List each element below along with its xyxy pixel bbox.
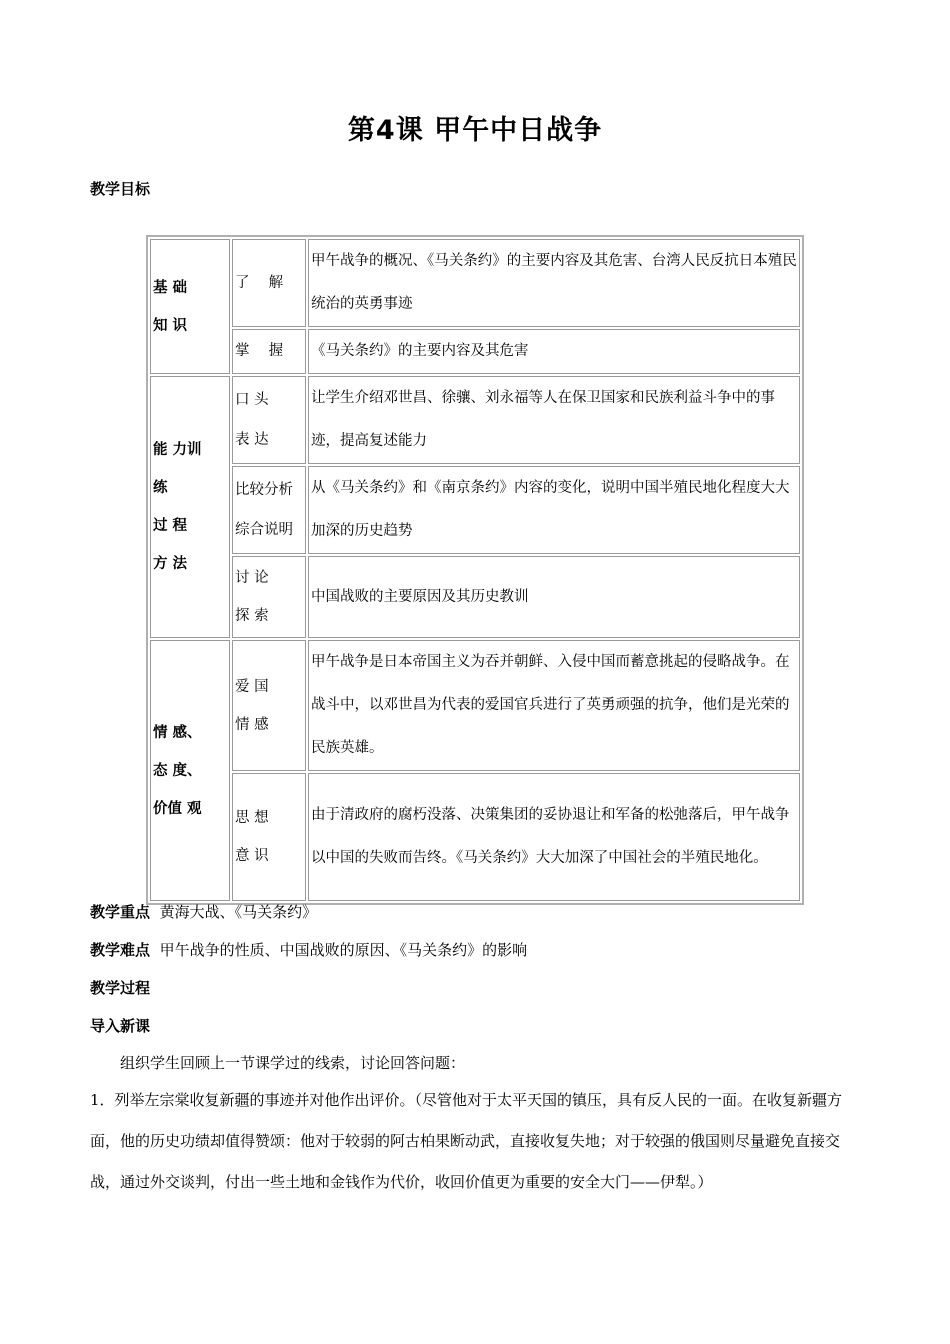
category-cell: 能 力训 练 过 程 方 法 [150, 376, 230, 638]
subcategory-cell: 思 想 意 识 [232, 773, 306, 901]
objectives-heading: 教学目标 [90, 180, 151, 198]
teaching-difficulty [90, 939, 527, 960]
description-cell: 甲午战争的概况、《马关条约》的主要内容及其危害、台湾人民反抗日本殖民统治的英勇事迹 [308, 239, 800, 327]
category-cell: 情 感、 态 度、 价值 观 [150, 640, 230, 901]
subcategory-cell: 掌 握 [232, 329, 306, 374]
description-cell: 《马关条约》的主要内容及其危害 [308, 329, 800, 374]
process-heading: 教学过程 [90, 979, 151, 997]
focus-label: 教学重点 [90, 903, 151, 921]
teaching-focus [90, 901, 317, 922]
intro-paragraph: 组织学生回顾上一节课学过的线索，讨论回答问题： [120, 1054, 466, 1072]
table-row [150, 239, 800, 327]
subcategory-cell: 讨 论 探 索 [232, 556, 306, 638]
subcategory-cell: 爱 国 情 感 [232, 640, 306, 771]
description-cell: 由于清政府的腐朽没落、决策集团的妥协退让和军备的松弛落后，甲午战争以中国的失败而告终。《马关条约》大大加深了中国社会的半殖民地化。 [308, 773, 800, 901]
objectives-table [146, 235, 804, 905]
table-row [150, 376, 800, 464]
description-cell: 从《马关条约》和《南京条约》内容的变化，说明中国半殖民地化程度大大加深的历史趋势 [308, 466, 800, 554]
subcategory-cell: 比较分析 综合说明 [232, 466, 306, 554]
intro-heading: 导入新课 [90, 1017, 151, 1035]
question-1-paragraph: 1．列举左宗棠收复新疆的事迹并对他作出评价。（尽管他对于太平天国的镇压，具有反人民的一面。在收复新疆方面，他的历史功绩却值得赞颂：他对于较弱的阿古柏果断动武，直接收复失地；对于较强的俄国则尽量避免直接交战，通过外交谈判，付出一些土地和金钱作为代价，收回价值更为重要的安全大门——伊犁。） [90, 1091, 843, 1191]
subcategory-cell: 口 头 表 达 [232, 376, 306, 464]
table-row [150, 466, 800, 554]
table-row [150, 773, 800, 901]
table-row [150, 640, 800, 771]
table-row [150, 556, 800, 638]
description-cell: 中国战败的主要原因及其历史教训 [308, 556, 800, 638]
description-cell: 甲午战争是日本帝国主义为吞并朝鲜、入侵中国而蓄意挑起的侵略战争。在战斗中，以邓世昌为代表的爱国官兵进行了英勇顽强的抗争，他们是光荣的民族英雄。 [308, 640, 800, 771]
focus-text: 黄海大战、《马关条约》 [159, 903, 318, 921]
subcategory-cell: 了 解 [232, 239, 306, 327]
difficulty-label: 教学难点 [90, 941, 151, 959]
description-cell: 让学生介绍邓世昌、徐骧、刘永福等人在保卫国家和民族利益斗争中的事迹，提高复述能力 [308, 376, 800, 464]
category-cell: 基 础 知 识 [150, 239, 230, 374]
table-row [150, 329, 800, 374]
lesson-title: 第4课 甲午中日战争 [347, 115, 603, 146]
difficulty-text: 甲午战争的性质、中国战败的原因、《马关条约》的影响 [159, 941, 528, 959]
